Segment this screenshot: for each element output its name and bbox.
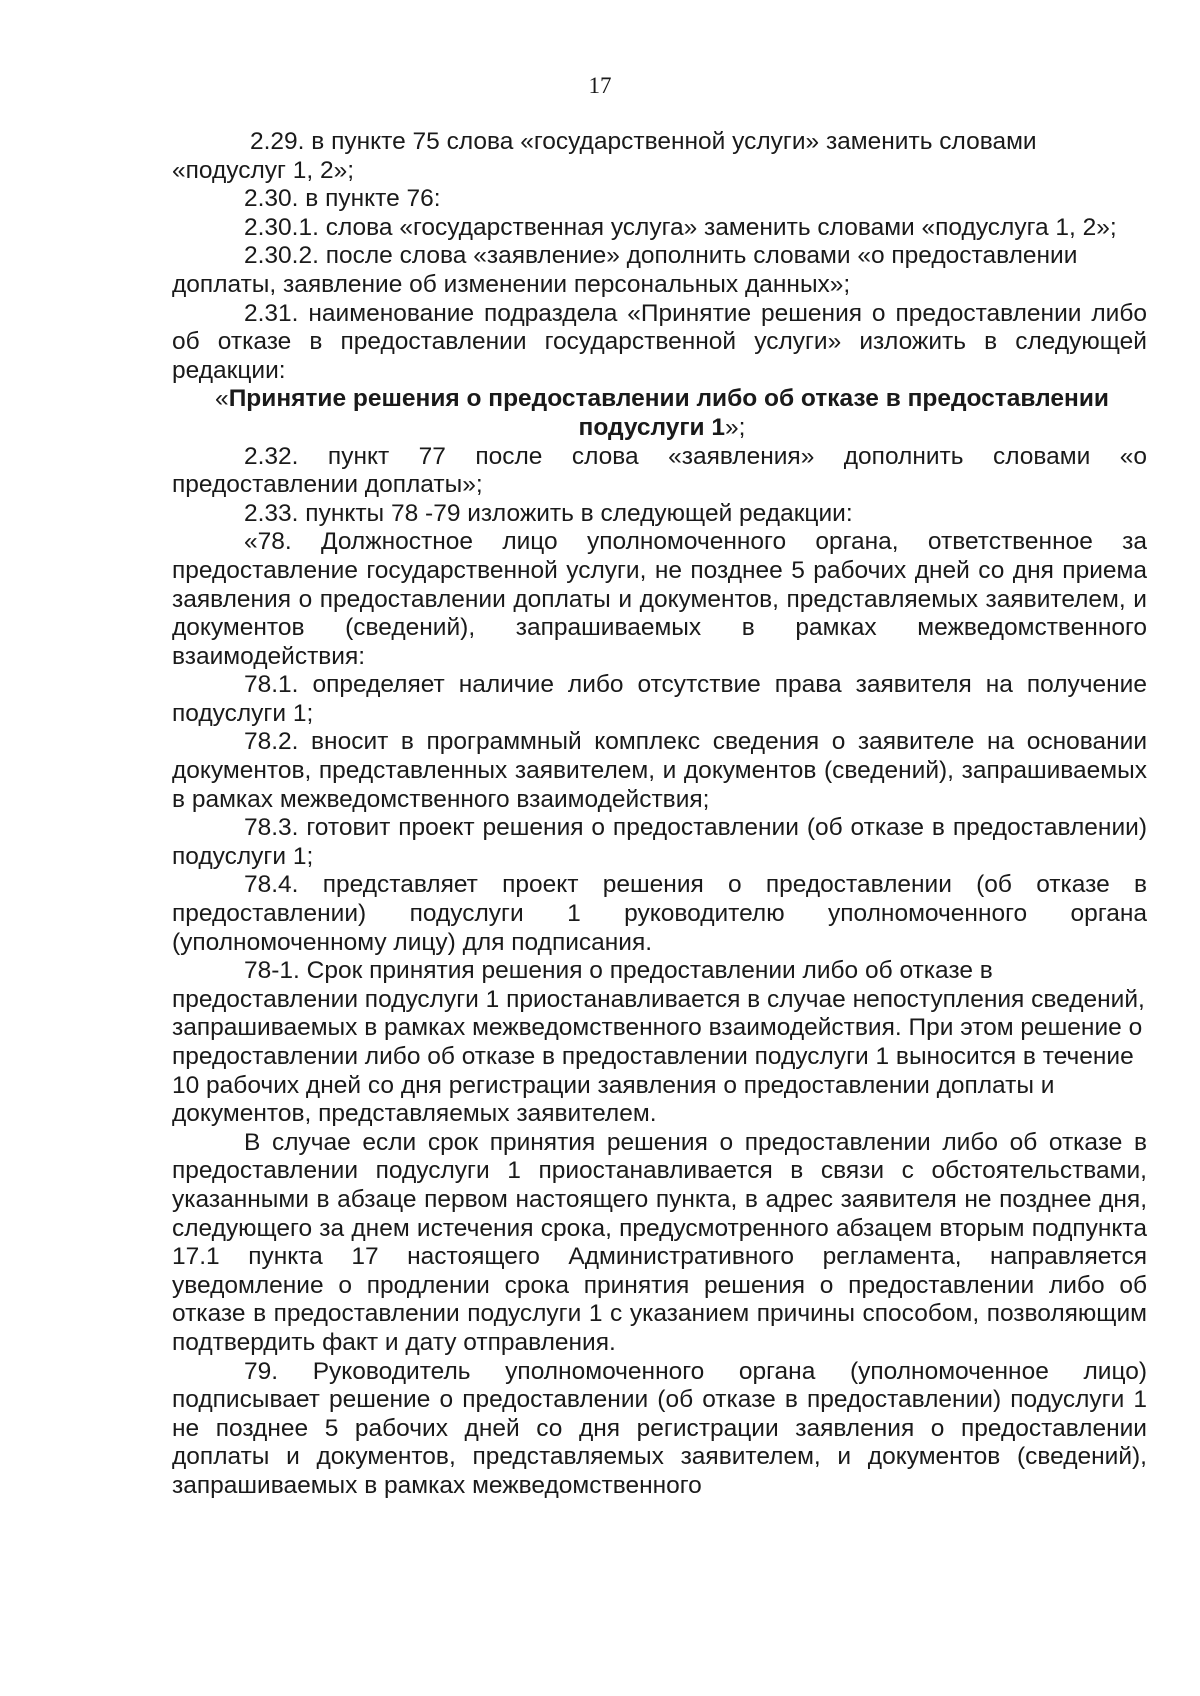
- heading-close-quote: »;: [725, 413, 746, 441]
- paragraph-2-32: 2.32. пункт 77 после слова «заявления» дополнить словами «о предоставлении доплаты»;: [172, 442, 1147, 499]
- paragraph-78-1: 78.1. определяет наличие либо отсутствие права заявителя на получение подуслуги 1;: [172, 671, 1147, 727]
- paragraph-2-31: 2.31. наименование подраздела «Принятие решения о предоставлении либо об отказе в предоставлении государственной услуги» изложить в следующей редакции:: [172, 299, 1147, 384]
- paragraph-78: «78. Должностное лицо уполномоченного органа, ответственное за предоставление государственной услуги, не позднее 5 рабочих дней со дня приема заявления о предоставлении доплаты и документов, представляемых заявителем, и документов (сведений), запрашиваемых в рамках межведомственного взаимодействия:: [172, 528, 1147, 670]
- paragraph-2-30: 2.30. в пункте 76:: [244, 185, 441, 213]
- paragraph-78-dash-1-second: В случае если срок принятия решения о предоставлении либо об отказе в предоставлении подуслуги 1 приостанавливается в связи с обстоятельствами, указанными в абзаце первом настоящего пункта, в адрес заявителя не позднее дня, следующего за днем истечения срока, предусмотренного абзацем вторым подпункта 17.1 пункта 17 настоящего Административного регламента, направляется уведомление о продлении срока принятия решения о предоставлении либо об отказе в предоставлении подуслуги 1 с указанием причины способом, позволяющим подтвердить факт и дату отправления.: [172, 1128, 1147, 1356]
- paragraph-2-30-1: 2.30.1. слова «государственная услуга» заменить словами «подуслуга 1, 2»;: [244, 213, 1117, 241]
- paragraph-2-30-2: 2.30.2. после слова «заявление» дополнить словами «о предоставлении доплаты, заявление об изменении персональных данных»;: [172, 242, 1078, 298]
- paragraph-79: 79. Руководитель уполномоченного органа (уполномоченное лицо) подписывает решение о предоставлении (об отказе в предоставлении) подуслуги 1 не позднее 5 рабочих дней со дня регистрации заявления о предоставлении доплаты и документов, представляемых заявителем, и документов (сведений), запрашиваемых в рамках межведомственного: [172, 1357, 1147, 1499]
- paragraph-2-33: 2.33. пункты 78 -79 изложить в следующей редакции:: [244, 499, 853, 527]
- paragraph-78-4: 78.4. представляет проект решения о предоставлении (об отказе в предоставлении) подуслуги 1 руководителю уполномоченного органа (уполномоченному лицу) для подписания.: [172, 871, 1147, 956]
- document-body: [172, 128, 1147, 1501]
- paragraph-2-29: 2.29. в пункте 75 слова «государственной услуги» заменить словами «подуслуг 1, 2»;: [172, 128, 1037, 184]
- heading-text: Принятие решения о предоставлении либо об отказе в предоставлении подуслуги 1: [228, 385, 1109, 441]
- paragraph-78-3: 78.3. готовит проект решения о предоставлении (об отказе в предоставлении) подуслуги 1;: [172, 814, 1147, 870]
- paragraph-78-dash-1: 78-1. Срок принятия решения о предоставлении либо об отказе в предоставлении подуслуги 1 приостанавливается в случае непоступления сведений, запрашиваемых в рамках межведомственного взаимодействия. При этом решение о предоставлении либо об отказе в предоставлении подуслуги 1 выносится в течение 10 рабочих дней со дня регистрации заявления о предоставлении доплаты и документов, представляемых заявителем.: [172, 957, 1145, 1128]
- page-number: 17: [588, 73, 612, 98]
- paragraph-78-2: 78.2. вносит в программный комплекс сведения о заявителе на основании документов, представленных заявителем, и документов (сведений), запрашиваемых в рамках межведомственного взаимодействия;: [172, 728, 1147, 813]
- heading-open-quote: «: [215, 385, 229, 413]
- subsection-heading: [172, 385, 1112, 442]
